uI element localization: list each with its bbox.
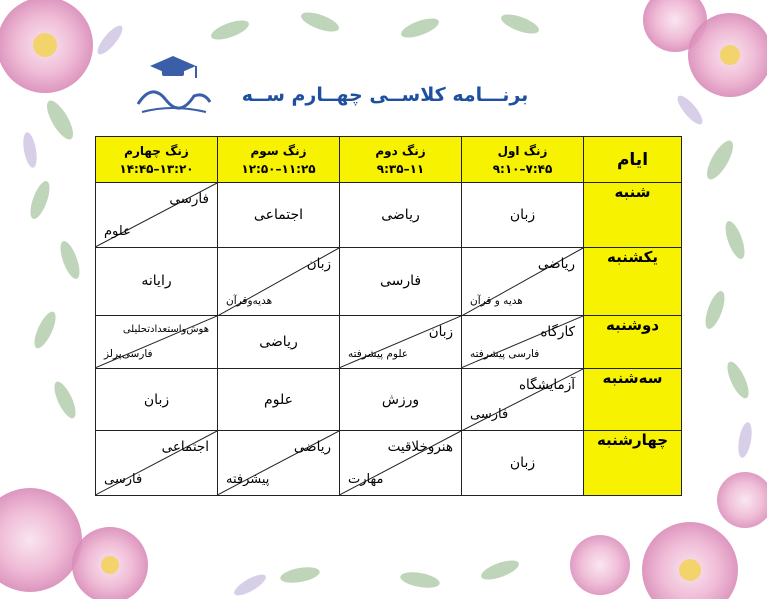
bell-header-1 bbox=[462, 137, 584, 183]
subject-label: زبان bbox=[143, 391, 170, 408]
subject-upper: زبان bbox=[306, 255, 331, 272]
day-label: چهارشنبه bbox=[584, 431, 682, 496]
subject-label: زبان bbox=[509, 455, 536, 472]
days-header: ایام bbox=[584, 137, 682, 183]
schedule-cell bbox=[340, 431, 462, 496]
bell-time: ۱۱–۹:۳۵ bbox=[376, 161, 425, 176]
table-row bbox=[96, 431, 682, 496]
table-row bbox=[96, 183, 682, 248]
day-label: دوشنبه bbox=[584, 316, 682, 369]
subject-upper: ریاضی bbox=[293, 439, 331, 456]
subject-lower: فارسی پیشرفته bbox=[470, 347, 540, 360]
subject-lower: فارسی bbox=[470, 407, 509, 423]
schedule-cell bbox=[462, 368, 584, 431]
schedule-cell bbox=[462, 316, 584, 369]
bell-name: زنگ چهارم bbox=[124, 143, 189, 158]
subject-upper: آزمایشگاه bbox=[518, 376, 575, 393]
bell-header-2 bbox=[340, 137, 462, 183]
day-label: سه‌شنبه bbox=[584, 368, 682, 431]
day-label: یکشنبه bbox=[584, 247, 682, 316]
subject-upper: هنروخلاقیت bbox=[387, 439, 453, 456]
schedule-cell bbox=[96, 368, 218, 431]
subject-upper: هوش‌واستعدادتحلیلی bbox=[122, 324, 209, 336]
schedule-cell bbox=[218, 183, 340, 248]
subject-label: علوم bbox=[264, 391, 293, 408]
subject-upper: زبان bbox=[428, 324, 453, 341]
subject-upper: کارگاه bbox=[540, 324, 575, 341]
subject-lower: فارسی bbox=[104, 472, 143, 487]
schedule-cell bbox=[340, 183, 462, 248]
page-title: برنـــامه کلاســی چهــارم ســه bbox=[241, 84, 529, 106]
subject-label: رایانه bbox=[141, 273, 172, 290]
bell-header-3 bbox=[218, 137, 340, 183]
subject-lower: علوم پیشرفته bbox=[348, 347, 409, 360]
school-logo bbox=[132, 52, 214, 120]
subject-lower: پیشرفته bbox=[226, 472, 270, 487]
schedule-cell bbox=[340, 368, 462, 431]
subject-lower: فارسی‌پرلز bbox=[104, 347, 153, 360]
schedule-cell bbox=[96, 247, 218, 316]
schedule-cell bbox=[96, 183, 218, 248]
bell-header-4 bbox=[96, 137, 218, 183]
table-row bbox=[96, 247, 682, 316]
subject-lower: علوم bbox=[104, 223, 131, 239]
subject-label: اجتماعی bbox=[253, 206, 304, 223]
table-row bbox=[96, 316, 682, 369]
schedule-cell bbox=[340, 316, 462, 369]
bell-time: ۱۱:۲۵–۱۲:۵۰ bbox=[241, 161, 316, 176]
subject-lower: هدیه‌وقرآن bbox=[226, 295, 273, 308]
subject-label: ریاضی bbox=[259, 334, 298, 351]
schedule-cell bbox=[218, 431, 340, 496]
subject-label: فارسی bbox=[379, 273, 422, 290]
bell-name: زنگ سوم bbox=[250, 143, 307, 158]
schedule-cell bbox=[340, 247, 462, 316]
bell-name: زنگ اول bbox=[497, 143, 548, 158]
subject-label: ورزش bbox=[381, 391, 420, 408]
schedule-cell bbox=[462, 247, 584, 316]
schedule-cell bbox=[462, 431, 584, 496]
schedule-cell bbox=[218, 368, 340, 431]
class-schedule-table bbox=[95, 136, 682, 496]
subject-lower: هدیه و قرآن bbox=[470, 295, 523, 308]
subject-label: زبان bbox=[509, 206, 536, 223]
schedule-cell bbox=[462, 183, 584, 248]
bell-name: زنگ دوم bbox=[375, 143, 426, 158]
day-label: شنبه bbox=[584, 183, 682, 248]
schedule-cell bbox=[218, 316, 340, 369]
schedule-cell bbox=[96, 316, 218, 369]
bell-time: ۷:۴۵–۹:۱۰ bbox=[492, 161, 553, 176]
subject-upper: ریاضی bbox=[537, 255, 575, 272]
schedule-cell bbox=[218, 247, 340, 316]
subject-label: ریاضی bbox=[381, 206, 420, 223]
subject-lower: مهارت bbox=[348, 472, 384, 487]
bell-time: ۱۳:۲۰–۱۴:۴۵ bbox=[119, 161, 194, 176]
table-row bbox=[96, 368, 682, 431]
subject-upper: اجتماعی bbox=[161, 439, 209, 456]
subject-upper: فارسی bbox=[169, 191, 209, 207]
schedule-cell bbox=[96, 431, 218, 496]
